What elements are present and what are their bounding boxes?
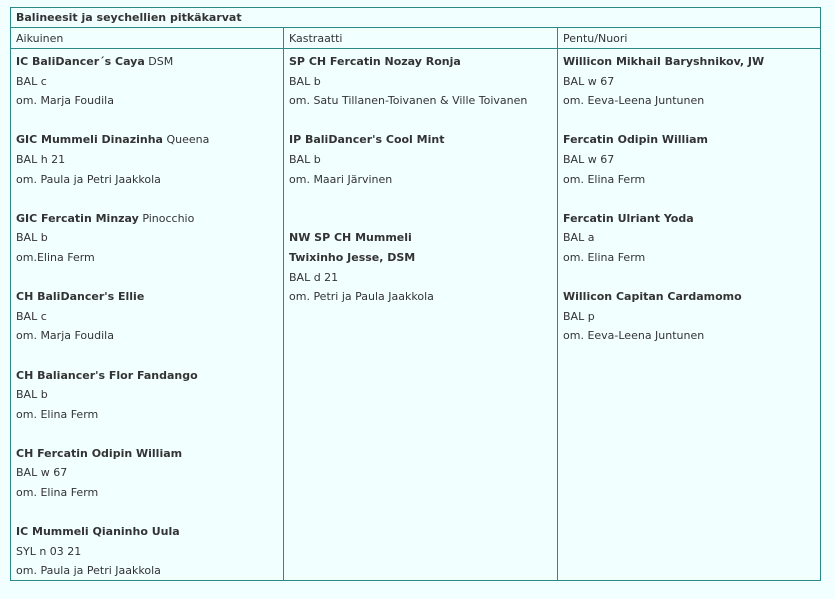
cat-breed: BAL w 67 <box>563 74 615 88</box>
list-item <box>16 287 278 346</box>
list-item <box>16 130 278 189</box>
list-item <box>16 366 278 425</box>
cat-breed: BAL w 67 <box>563 152 615 166</box>
list-item <box>289 228 552 306</box>
list-item <box>563 130 815 189</box>
cat-owner: om. Maari Järvinen <box>289 172 393 186</box>
cat-name-suffix: Pinocchio <box>142 211 195 225</box>
column-kastraatti <box>284 28 558 581</box>
list-item <box>563 209 815 268</box>
cat-name: Fercatin Odipin William <box>563 133 708 147</box>
column-header: Kastraatti <box>284 28 557 49</box>
column-body <box>558 49 820 346</box>
column-body <box>11 49 283 581</box>
cat-name: IP BaliDancer's Cool Mint <box>289 133 445 147</box>
cat-breed: SYL n 03 21 <box>16 544 82 558</box>
column-aikuinen <box>11 28 284 581</box>
cat-breed: BAL h 21 <box>16 152 66 166</box>
cat-owner: om. Elina Ferm <box>563 250 646 264</box>
cat-owner: om. Satu Tillanen-Toivanen & Ville Toivanen <box>289 94 528 108</box>
list-item <box>16 522 278 581</box>
cat-name-suffix: DSM <box>148 55 174 68</box>
cat-owner: om. Marja Foudila <box>16 94 114 108</box>
list-item <box>16 444 278 503</box>
cat-owner: om. Elina Ferm <box>16 486 99 500</box>
cat-owner: om. Marja Foudila <box>16 329 114 343</box>
cat-name-suffix: Queena <box>166 133 210 147</box>
cat-name-continued: Twixinho Jesse, DSM <box>289 250 416 264</box>
cat-breed: BAL b <box>16 388 48 402</box>
cat-breed: BAL p <box>563 309 595 323</box>
column-header: Aikuinen <box>11 28 283 49</box>
cat-name: Willicon Mikhail Baryshnikov, JW <box>563 55 765 68</box>
table-title: Balineesit ja seychellien pitkäkarvat <box>11 8 820 28</box>
list-item <box>289 52 552 111</box>
column-body <box>284 49 557 307</box>
cat-breed: BAL w 67 <box>16 466 68 480</box>
cat-owner: om.Elina Ferm <box>16 250 95 264</box>
cat-name: CH BaliDancer's Ellie <box>16 290 145 304</box>
cat-owner: om. Paula ja Petri Jaakkola <box>16 172 161 186</box>
cat-owner: om. Eeva-Leena Juntunen <box>563 329 705 343</box>
cat-owner: om. Eeva-Leena Juntunen <box>563 94 705 108</box>
cat-name: CH Fercatin Odipin William <box>16 446 183 460</box>
cat-name: Willicon Capitan Cardamomo <box>563 290 742 304</box>
cat-name: GIC Fercatin Minzay <box>16 211 139 225</box>
cat-name: CH Baliancer's Flor Fandango <box>16 368 198 382</box>
list-item <box>563 52 815 111</box>
cat-owner: om. Paula ja Petri Jaakkola <box>16 564 161 578</box>
list-item <box>563 287 815 346</box>
cat-name: IC Mummeli Qianinho Uula <box>16 525 180 539</box>
column-pentu-nuori <box>558 28 820 581</box>
table-columns <box>11 28 820 581</box>
cat-breed: BAL c <box>16 309 47 323</box>
cat-name: GIC Mummeli Dinazinha <box>16 133 163 147</box>
cat-name: Fercatin Ulriant Yoda <box>563 211 694 225</box>
cat-breed: BAL c <box>16 74 47 88</box>
cat-breed: BAL b <box>289 74 321 88</box>
cat-breed: BAL a <box>563 231 595 245</box>
cat-name: IC BaliDancer´s Caya <box>16 55 145 68</box>
cat-breed: BAL d 21 <box>289 270 339 284</box>
cat-breed: BAL b <box>289 152 321 166</box>
cat-breed: BAL b <box>16 231 48 245</box>
cat-owner: om. Elina Ferm <box>563 172 646 186</box>
list-item <box>16 209 278 268</box>
column-header: Pentu/Nuori <box>558 28 820 49</box>
list-item <box>16 52 278 111</box>
cat-owner: om. Elina Ferm <box>16 407 99 421</box>
cat-name: NW SP CH Mummeli <box>289 231 412 245</box>
cat-name: SP CH Fercatin Nozay Ronja <box>289 55 461 68</box>
list-item <box>289 130 552 189</box>
cat-owner: om. Petri ja Paula Jaakkola <box>289 290 434 304</box>
results-table <box>10 7 821 581</box>
